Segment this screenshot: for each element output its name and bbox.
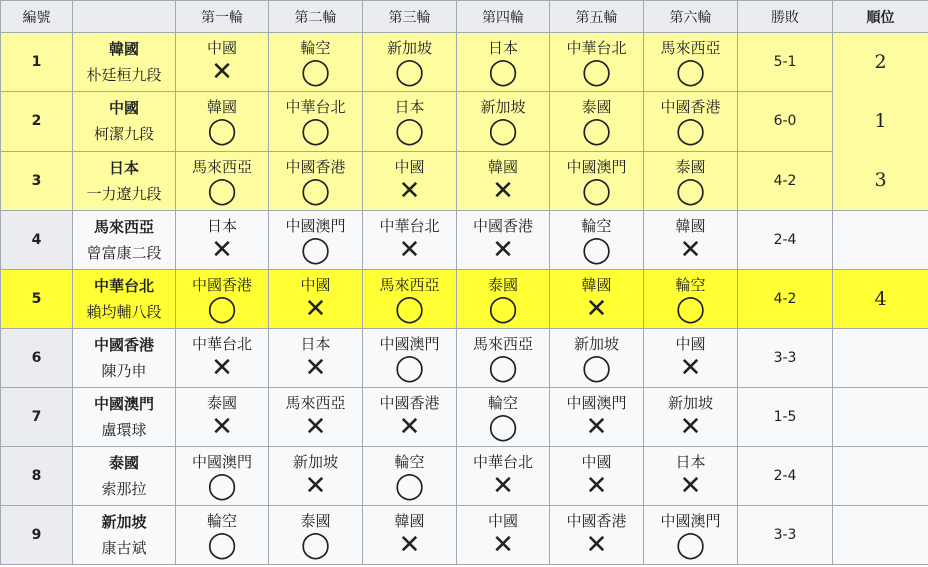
win-circle-icon: ◯ — [488, 412, 518, 442]
record-cell: 2-4 — [738, 211, 833, 270]
rank-value: 4 — [833, 270, 928, 329]
row-number: 7 — [1, 388, 73, 447]
header-round-4: 第四輪 — [457, 1, 550, 33]
record-cell: 6-0 — [738, 92, 833, 151]
opponent-name: 日本 — [675, 453, 706, 471]
win-circle-icon: ◯ — [394, 353, 425, 383]
round-cell — [550, 388, 644, 447]
opponent-name: 泰國 — [300, 512, 331, 530]
opponent-name: 馬來西亞 — [379, 276, 440, 294]
win-circle-icon: ◯ — [488, 294, 518, 324]
win-circle-icon: ◯ — [675, 294, 706, 324]
round-cell — [269, 447, 363, 506]
win-circle-icon: ◯ — [488, 57, 518, 88]
team-name: 中國香港 — [93, 336, 154, 354]
loss-cross-icon: ✕ — [211, 412, 233, 442]
opponent-name: 中國 — [675, 335, 706, 353]
loss-cross-icon: ✕ — [585, 294, 608, 324]
win-circle-icon: ◯ — [675, 57, 706, 88]
record-cell: 4-2 — [738, 270, 833, 329]
opponent-name: 日本 — [394, 98, 425, 117]
round-cell — [363, 151, 457, 210]
header-record: 勝敗 — [738, 1, 833, 33]
player-name: 賴均輔八段 — [86, 303, 162, 321]
opponent-name: 韓國 — [394, 512, 425, 530]
opponent-name: 新加坡 — [573, 335, 619, 353]
round-cell — [644, 92, 738, 151]
rank-empty — [833, 211, 928, 270]
round-cell — [457, 329, 550, 388]
opponent-name: 中國澳門 — [566, 394, 627, 412]
round-cell — [269, 329, 363, 388]
record-cell: 4-2 — [738, 151, 833, 210]
opponent-name: 韓國 — [206, 98, 237, 117]
opponent-name: 中國 — [487, 512, 518, 530]
round-cell — [363, 33, 457, 92]
player-name: 柯潔九段 — [93, 125, 154, 144]
player-name: 曾富康二段 — [86, 244, 162, 262]
team-cell — [73, 388, 176, 447]
round-cell — [363, 270, 457, 329]
win-circle-icon: ◯ — [300, 235, 331, 265]
round-cell — [176, 211, 269, 270]
opponent-name: 馬來西亞 — [472, 335, 533, 353]
team-cell — [73, 270, 176, 329]
row-number: 3 — [1, 151, 73, 210]
team-name: 中國 — [108, 99, 139, 118]
team-name: 新加坡 — [101, 513, 147, 531]
win-circle-icon: ◯ — [207, 471, 237, 501]
round-cell — [176, 151, 269, 210]
table-row — [1, 92, 928, 151]
loss-cross-icon: ✕ — [679, 235, 702, 265]
win-circle-icon: ◯ — [581, 175, 612, 206]
team-cell — [73, 151, 176, 210]
win-circle-icon: ◯ — [581, 116, 612, 147]
loss-cross-icon: ✕ — [492, 235, 514, 265]
table-row — [1, 151, 928, 210]
team-cell — [73, 447, 176, 506]
loss-cross-icon: ✕ — [304, 294, 327, 324]
opponent-name: 中華台北 — [566, 39, 627, 58]
team-cell — [73, 33, 176, 92]
round-cell — [550, 211, 644, 270]
team-name: 中華台北 — [93, 277, 154, 295]
round-cell — [176, 270, 269, 329]
round-cell — [269, 270, 363, 329]
round-cell — [363, 388, 457, 447]
player-name: 康古斌 — [101, 539, 147, 557]
round-cell — [550, 151, 644, 210]
opponent-name: 中國澳門 — [379, 335, 440, 353]
opponent-name: 新加坡 — [292, 453, 338, 471]
loss-cross-icon: ✕ — [211, 235, 233, 265]
team-name: 日本 — [108, 158, 139, 177]
opponent-name: 中國澳門 — [285, 217, 346, 235]
win-circle-icon: ◯ — [581, 353, 612, 383]
win-circle-icon: ◯ — [394, 294, 425, 324]
team-cell — [73, 211, 176, 270]
loss-cross-icon: ✕ — [398, 235, 421, 265]
rank-value: 1 — [874, 110, 887, 132]
round-cell — [176, 447, 269, 506]
round-cell — [644, 151, 738, 210]
opponent-name: 輪空 — [487, 394, 518, 412]
table-row — [1, 388, 928, 447]
record-cell: 5-1 — [738, 33, 833, 92]
player-name: 索那拉 — [101, 480, 147, 498]
table-row — [1, 506, 928, 565]
opponent-name: 泰國 — [487, 276, 518, 294]
round-cell — [269, 92, 363, 151]
opponent-name: 中國香港 — [285, 157, 346, 176]
win-circle-icon: ◯ — [394, 57, 425, 88]
record-cell: 3-3 — [738, 329, 833, 388]
opponent-name: 日本 — [206, 217, 237, 235]
opponent-name: 輪空 — [581, 217, 612, 235]
loss-cross-icon: ✕ — [492, 471, 514, 501]
loss-cross-icon: ✕ — [679, 471, 702, 501]
round-cell — [176, 506, 269, 565]
round-cell — [269, 211, 363, 270]
opponent-name: 中國香港 — [379, 394, 440, 412]
rank-group-top3 — [833, 33, 928, 211]
player-name: 陳乃申 — [101, 362, 147, 380]
win-circle-icon: ◯ — [675, 116, 706, 147]
team-cell — [73, 506, 176, 565]
row-number: 2 — [1, 92, 73, 151]
loss-cross-icon: ✕ — [304, 353, 327, 383]
opponent-name: 中國香港 — [660, 98, 721, 117]
round-cell — [176, 329, 269, 388]
team-cell — [73, 329, 176, 388]
round-cell — [644, 270, 738, 329]
team-cell — [73, 92, 176, 151]
header-number: 編號 — [1, 1, 73, 33]
opponent-name: 日本 — [300, 335, 331, 353]
opponent-name: 中國 — [581, 453, 612, 471]
header-rank: 順位 — [833, 1, 928, 33]
record-cell: 2-4 — [738, 447, 833, 506]
round-cell — [644, 329, 738, 388]
win-circle-icon: ◯ — [675, 175, 706, 206]
win-circle-icon: ◯ — [207, 294, 237, 324]
opponent-name: 馬來西亞 — [285, 394, 346, 412]
win-circle-icon: ◯ — [488, 353, 518, 383]
opponent-name: 輪空 — [394, 453, 425, 471]
loss-cross-icon: ✕ — [585, 412, 608, 442]
loss-cross-icon: ✕ — [679, 412, 702, 442]
loss-cross-icon: ✕ — [398, 530, 421, 560]
opponent-name: 中國澳門 — [566, 157, 627, 176]
round-cell — [644, 33, 738, 92]
opponent-name: 中國 — [206, 39, 237, 58]
round-cell — [550, 506, 644, 565]
round-cell — [269, 506, 363, 565]
win-circle-icon: ◯ — [675, 530, 706, 560]
round-cell — [457, 270, 550, 329]
opponent-name: 韓國 — [675, 217, 706, 235]
win-circle-icon: ◯ — [207, 530, 237, 560]
loss-cross-icon: ✕ — [492, 530, 514, 560]
round-cell — [363, 447, 457, 506]
round-cell — [457, 151, 550, 210]
round-cell — [363, 211, 457, 270]
row-number: 9 — [1, 506, 73, 565]
team-name: 泰國 — [108, 454, 139, 472]
opponent-name: 中國香港 — [472, 217, 533, 235]
round-cell — [363, 92, 457, 151]
table-row — [1, 270, 928, 329]
opponent-name: 日本 — [487, 39, 518, 58]
row-number: 6 — [1, 329, 73, 388]
opponent-name: 泰國 — [206, 394, 237, 412]
loss-cross-icon: ✕ — [679, 353, 702, 383]
win-circle-icon: ◯ — [207, 116, 237, 147]
rank-empty — [833, 388, 928, 447]
round-cell — [269, 33, 363, 92]
table-row — [1, 211, 928, 270]
opponent-name: 新加坡 — [386, 39, 432, 58]
row-number: 8 — [1, 447, 73, 506]
opponent-name: 馬來西亞 — [660, 39, 721, 58]
rank-empty — [833, 329, 928, 388]
win-circle-icon: ◯ — [394, 471, 425, 501]
rank-value: 3 — [874, 169, 887, 191]
opponent-name: 中國 — [300, 276, 331, 294]
header-round-6: 第六輪 — [644, 1, 738, 33]
opponent-name: 中華台北 — [379, 217, 440, 235]
team-name: 韓國 — [108, 40, 139, 59]
opponent-name: 輪空 — [675, 276, 706, 294]
table-row — [1, 447, 928, 506]
win-circle-icon: ◯ — [581, 57, 612, 88]
loss-cross-icon: ✕ — [211, 57, 233, 88]
opponent-name: 新加坡 — [480, 98, 526, 117]
row-number: 1 — [1, 33, 73, 92]
player-name: 盧環球 — [101, 421, 147, 439]
loss-cross-icon: ✕ — [304, 471, 327, 501]
opponent-name: 輪空 — [206, 512, 237, 530]
table-row — [1, 329, 928, 388]
round-cell — [457, 447, 550, 506]
round-cell — [176, 388, 269, 447]
round-cell — [550, 92, 644, 151]
opponent-name: 中國香港 — [566, 512, 627, 530]
round-cell — [644, 447, 738, 506]
opponent-name: 韓國 — [581, 276, 612, 294]
round-cell — [644, 388, 738, 447]
round-cell — [457, 388, 550, 447]
win-circle-icon: ◯ — [300, 530, 331, 560]
header-round-3: 第三輪 — [363, 1, 457, 33]
opponent-name: 中華台北 — [472, 453, 533, 471]
round-cell — [644, 211, 738, 270]
loss-cross-icon: ✕ — [211, 353, 233, 383]
win-circle-icon: ◯ — [300, 116, 331, 147]
loss-cross-icon: ✕ — [585, 471, 608, 501]
header-team — [73, 1, 176, 33]
player-name: 一力遼九段 — [86, 184, 162, 203]
header-round-5: 第五輪 — [550, 1, 644, 33]
header-round-1: 第一輪 — [176, 1, 269, 33]
round-cell — [644, 506, 738, 565]
loss-cross-icon: ✕ — [304, 412, 327, 442]
win-circle-icon: ◯ — [581, 235, 612, 265]
header-round-2: 第二輪 — [269, 1, 363, 33]
team-name: 馬來西亞 — [93, 218, 154, 236]
round-cell — [550, 270, 644, 329]
round-cell — [269, 388, 363, 447]
opponent-name: 新加坡 — [667, 394, 713, 412]
team-name: 中國澳門 — [93, 395, 154, 413]
round-cell — [176, 33, 269, 92]
opponent-name: 中國澳門 — [660, 512, 721, 530]
round-cell — [457, 506, 550, 565]
loss-cross-icon: ✕ — [398, 412, 421, 442]
opponent-name: 泰國 — [581, 98, 612, 117]
row-number: 4 — [1, 211, 73, 270]
round-cell — [457, 211, 550, 270]
round-cell — [550, 33, 644, 92]
rank-empty — [833, 506, 928, 565]
opponent-name: 馬來西亞 — [191, 157, 252, 176]
win-circle-icon: ◯ — [488, 116, 518, 147]
loss-cross-icon: ✕ — [398, 175, 421, 206]
opponent-name: 中國香港 — [191, 276, 252, 294]
opponent-name: 中華台北 — [191, 335, 252, 353]
win-circle-icon: ◯ — [300, 175, 331, 206]
round-cell — [550, 329, 644, 388]
rank-empty — [833, 447, 928, 506]
round-cell — [176, 92, 269, 151]
win-circle-icon: ◯ — [394, 116, 425, 147]
rank-value: 2 — [874, 51, 887, 73]
win-circle-icon: ◯ — [207, 175, 237, 206]
round-cell — [457, 33, 550, 92]
record-cell: 3-3 — [738, 506, 833, 565]
round-cell — [457, 92, 550, 151]
opponent-name: 泰國 — [675, 157, 706, 176]
opponent-name: 中華台北 — [285, 98, 346, 117]
opponent-name: 輪空 — [300, 39, 331, 58]
record-cell: 1-5 — [738, 388, 833, 447]
loss-cross-icon: ✕ — [585, 530, 608, 560]
loss-cross-icon: ✕ — [492, 175, 514, 206]
player-name: 朴廷桓九段 — [86, 66, 162, 85]
opponent-name: 中國澳門 — [191, 453, 252, 471]
round-cell — [550, 447, 644, 506]
table-row — [1, 33, 928, 92]
round-cell — [363, 506, 457, 565]
win-circle-icon: ◯ — [300, 57, 331, 88]
opponent-name: 中國 — [394, 157, 425, 176]
round-cell — [363, 329, 457, 388]
header-row — [1, 1, 928, 33]
opponent-name: 韓國 — [487, 157, 518, 176]
row-number: 5 — [1, 270, 73, 329]
round-cell — [269, 151, 363, 210]
